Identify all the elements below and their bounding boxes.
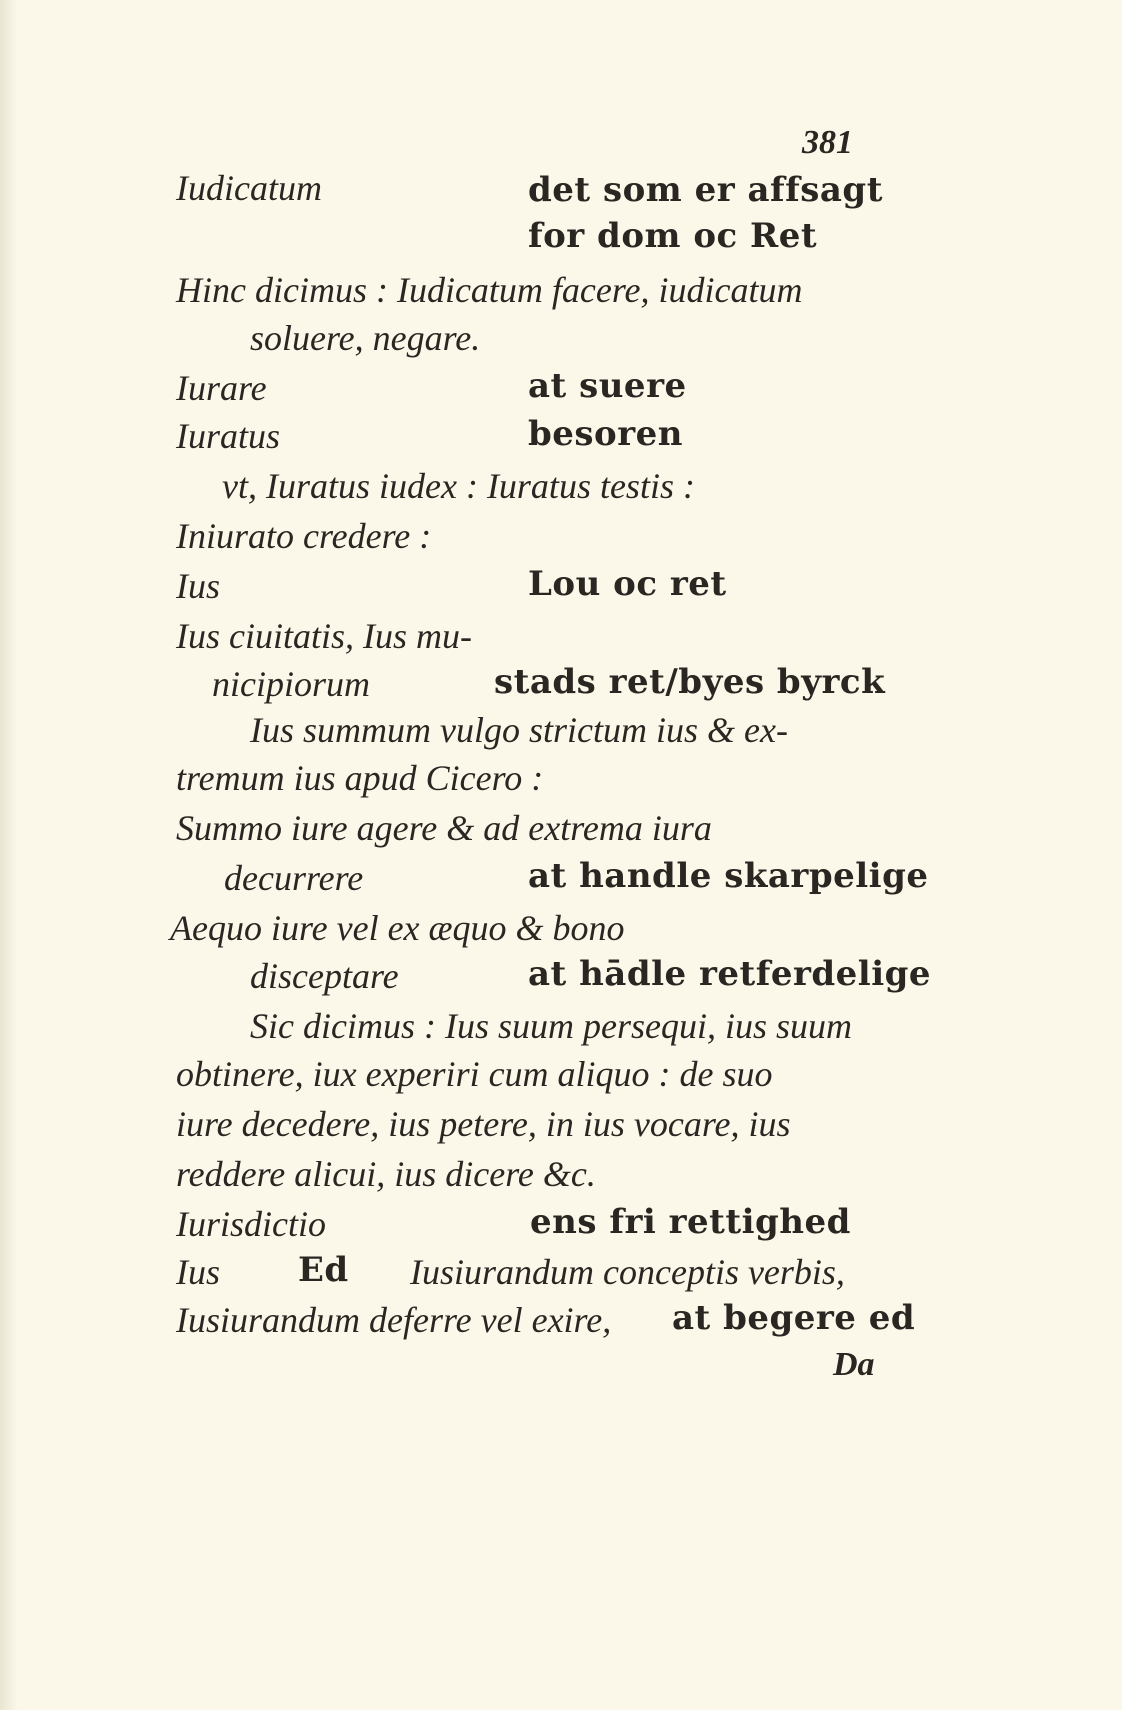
- entry-danish: Ed: [298, 1250, 349, 1290]
- entry-latin: Iurisdictio: [176, 1204, 326, 1244]
- entry-latin: Iusiurandum deferre vel exire,: [176, 1300, 612, 1340]
- page-gutter-shadow: [0, 0, 18, 1710]
- entry-text: iure decedere, ius petere, in ius vocare, ius: [176, 1104, 791, 1144]
- entry-danish: at suere: [528, 366, 687, 406]
- page-number: 381: [802, 124, 853, 161]
- entry-latin: Iuratus: [176, 416, 281, 456]
- entry-text: Ius ciuitatis, Ius mu-: [176, 616, 472, 656]
- entry-latin: Iudicatum: [176, 168, 322, 208]
- scan-border-right: [1122, 0, 1136, 1726]
- entry-latin: nicipiorum: [212, 664, 370, 704]
- entry-danish: at hādle retferdelige: [528, 954, 932, 994]
- entry-text: tremum ius apud Cicero :: [176, 758, 544, 798]
- catchword: Da: [833, 1346, 875, 1383]
- entry-danish: at begere ed: [672, 1298, 916, 1338]
- entry-text: obtinere, iux experiri cum aliquo : de suo: [176, 1054, 773, 1094]
- entry-danish: det som er affsagt: [528, 170, 883, 210]
- entry-latin: Iusiurandum conceptis verbis,: [410, 1252, 845, 1292]
- entry-danish: Lou oc ret: [528, 564, 727, 604]
- entry-text: vt, Iuratus iudex : Iuratus testis :: [222, 466, 695, 506]
- entry-text: Summo iure agere & ad extrema iura: [176, 808, 712, 848]
- entry-danish: stads ret/byes byrck: [494, 662, 886, 702]
- entry-latin: decurrere: [224, 858, 364, 898]
- entry-latin: Ius: [176, 1252, 220, 1292]
- entry-latin: Iurare: [176, 368, 267, 408]
- entry-text: Aequo iure vel ex æquo & bono: [170, 908, 625, 948]
- entry-latin: Ius: [176, 566, 220, 606]
- entry-text: Iniurato credere :: [176, 516, 432, 556]
- entry-text: Hinc dicimus : Iudicatum facere, iudicatum: [176, 270, 803, 310]
- entry-danish: ens fri rettighed: [530, 1202, 851, 1242]
- entry-text: Ius summum vulgo strictum ius & ex-: [250, 710, 788, 750]
- entry-text: soluere, negare.: [250, 318, 481, 358]
- entry-text: Sic dicimus : Ius suum persequi, ius suum: [250, 1006, 852, 1046]
- entry-danish: at handle skarpelige: [528, 856, 929, 896]
- scan-border-bottom: [0, 1710, 1136, 1726]
- entry-danish: for dom oc Ret: [528, 216, 818, 256]
- entry-text: reddere alicui, ius dicere &c.: [176, 1154, 596, 1194]
- entry-danish: besoren: [528, 414, 683, 454]
- entry-latin: disceptare: [250, 956, 399, 996]
